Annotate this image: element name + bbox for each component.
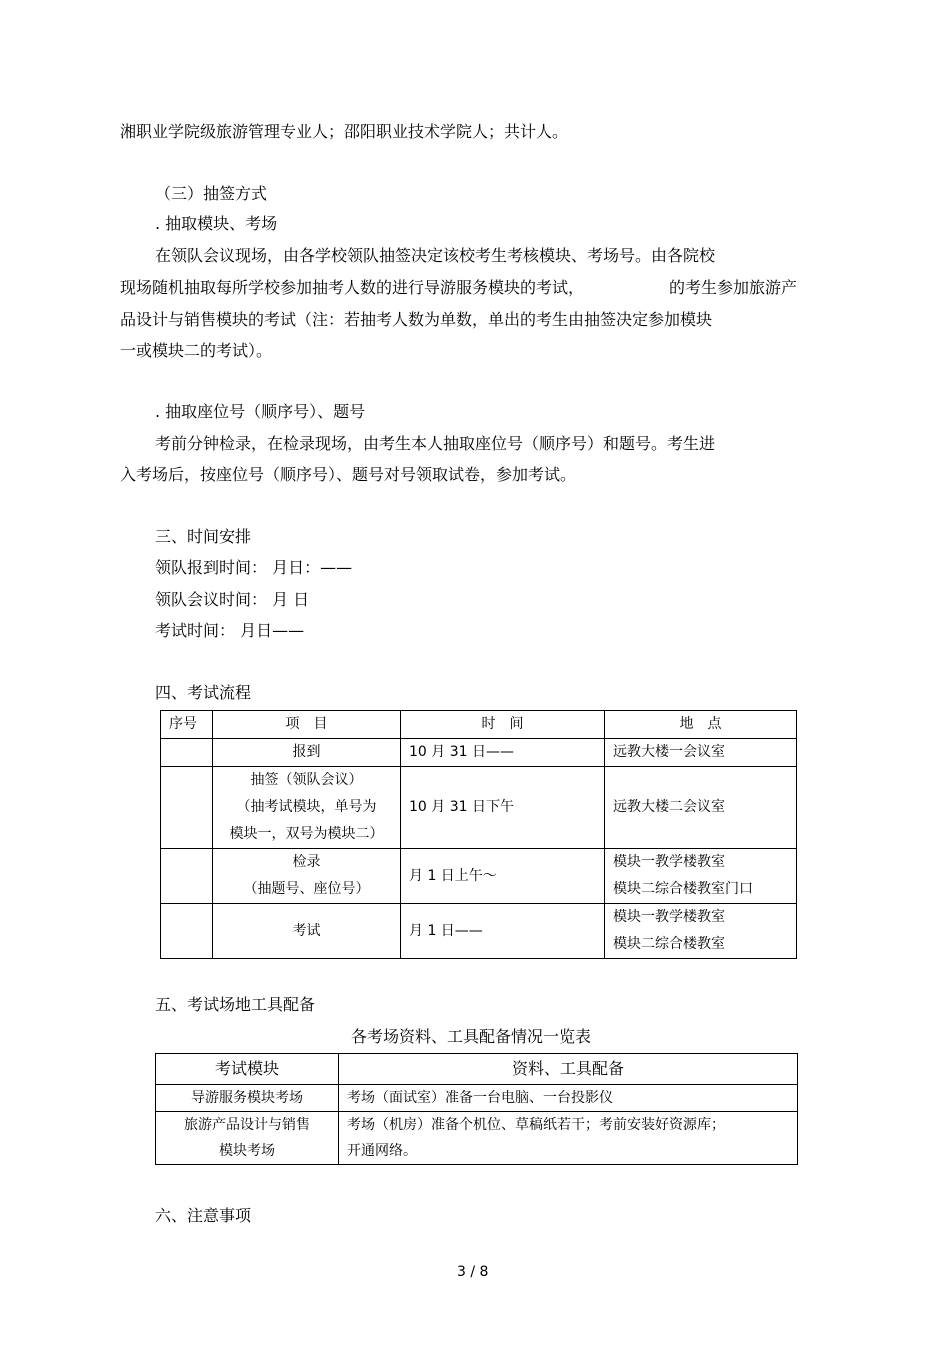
- para-line: 现场随机抽取每所学校参加抽考人数的进行导游服务模块的考试，: [120, 278, 585, 297]
- section-heading: 三、时间安排: [155, 527, 252, 546]
- table-row: [161, 904, 797, 959]
- table-row: [156, 1085, 798, 1112]
- header-cell: 地 点: [605, 711, 797, 739]
- table-header-row: [161, 711, 797, 739]
- para-line: 一或模块二的考试）。: [120, 341, 273, 360]
- place-cell: 模块一教学楼教室 模块二综合楼教室: [605, 904, 797, 959]
- seq-cell: [161, 739, 213, 767]
- header-cell: 序号: [161, 711, 213, 739]
- header-cell: 考试模块: [156, 1054, 339, 1085]
- item-cell: 检录 （抽题号、座位号）: [213, 849, 401, 904]
- exam-flow-table: [160, 710, 797, 959]
- seq-cell: [161, 849, 213, 904]
- header-cell: 资料、工具配备: [339, 1054, 798, 1085]
- para-line: 入考场后，按座位号（顺序号）、题号对号领取试卷，参加考试。: [120, 465, 577, 484]
- header-cell: 项 目: [213, 711, 401, 739]
- module-cell: 导游服务模块考场: [156, 1085, 339, 1112]
- schedule-line: 领队会议时间： 月 日: [155, 590, 310, 609]
- section-heading: 五、考试场地工具配备: [155, 995, 316, 1014]
- section-subheading: （三）抽签方式: [155, 184, 268, 203]
- page-number: 3 / 8: [457, 1264, 489, 1280]
- schedule-line: 考试时间： 月日——: [155, 621, 305, 640]
- item-cell: 报到: [213, 739, 401, 767]
- para-line: 品设计与销售模块的考试（注：若抽考人数为单数，单出的考生由抽签决定参加模块: [120, 310, 713, 329]
- schedule-line: 领队报到时间： 月日：——: [155, 558, 353, 577]
- section-heading: 四、考试流程: [155, 683, 252, 702]
- item-cell: 抽签（领队会议） （抽考试模块，单号为 模块一，双号为模块二）: [213, 767, 401, 849]
- table-row: [161, 849, 797, 904]
- subsection-heading: . 抽取座位号（顺序号）、题号: [155, 402, 366, 421]
- seq-cell: [161, 904, 213, 959]
- equip-cell: 考场（机房）准备个机位、草稿纸若干；考前安装好资源库； 开通网络。: [339, 1112, 798, 1165]
- equip-cell: 考场（面试室）准备一台电脑、一台投影仪: [339, 1085, 798, 1112]
- header-cell: 时 间: [401, 711, 605, 739]
- table-row: [161, 767, 797, 849]
- para-line: 的考生参加旅游产: [669, 278, 798, 297]
- time-cell: 10 月 31 日——: [401, 739, 605, 767]
- time-cell: 月 1 日——: [401, 904, 605, 959]
- item-cell: 考试: [213, 904, 401, 959]
- table-header-row: [156, 1054, 798, 1085]
- para-line: 考前分钟检录，在检录现场，由考生本人抽取座位号（顺序号）和题号。考生进: [155, 434, 716, 453]
- para-line: 湘职业学院级旅游管理专业人；邵阳职业技术学院人；共计人。: [120, 122, 569, 141]
- place-cell: 模块一教学楼教室 模块二综合楼教室门口: [605, 849, 797, 904]
- time-cell: 月 1 日上午～: [401, 849, 605, 904]
- place-cell: 远教大楼一会议室: [605, 739, 797, 767]
- section-heading: 六、注意事项: [155, 1206, 252, 1225]
- place-cell: 远教大楼二会议室: [605, 767, 797, 849]
- time-cell: 10 月 31 日下午: [401, 767, 605, 849]
- table-row: [161, 739, 797, 767]
- table-caption: 各考场资料、工具配备情况一览表: [351, 1027, 592, 1046]
- module-cell: 旅游产品设计与销售 模块考场: [156, 1112, 339, 1165]
- equipment-table: [155, 1053, 798, 1165]
- subsection-heading: . 抽取模块、考场: [155, 214, 278, 233]
- seq-cell: [161, 767, 213, 849]
- table-row: [156, 1112, 798, 1165]
- para-line: 在领队会议现场，由各学校领队抽签决定该校考生考核模块、考场号。由各院校: [155, 246, 716, 265]
